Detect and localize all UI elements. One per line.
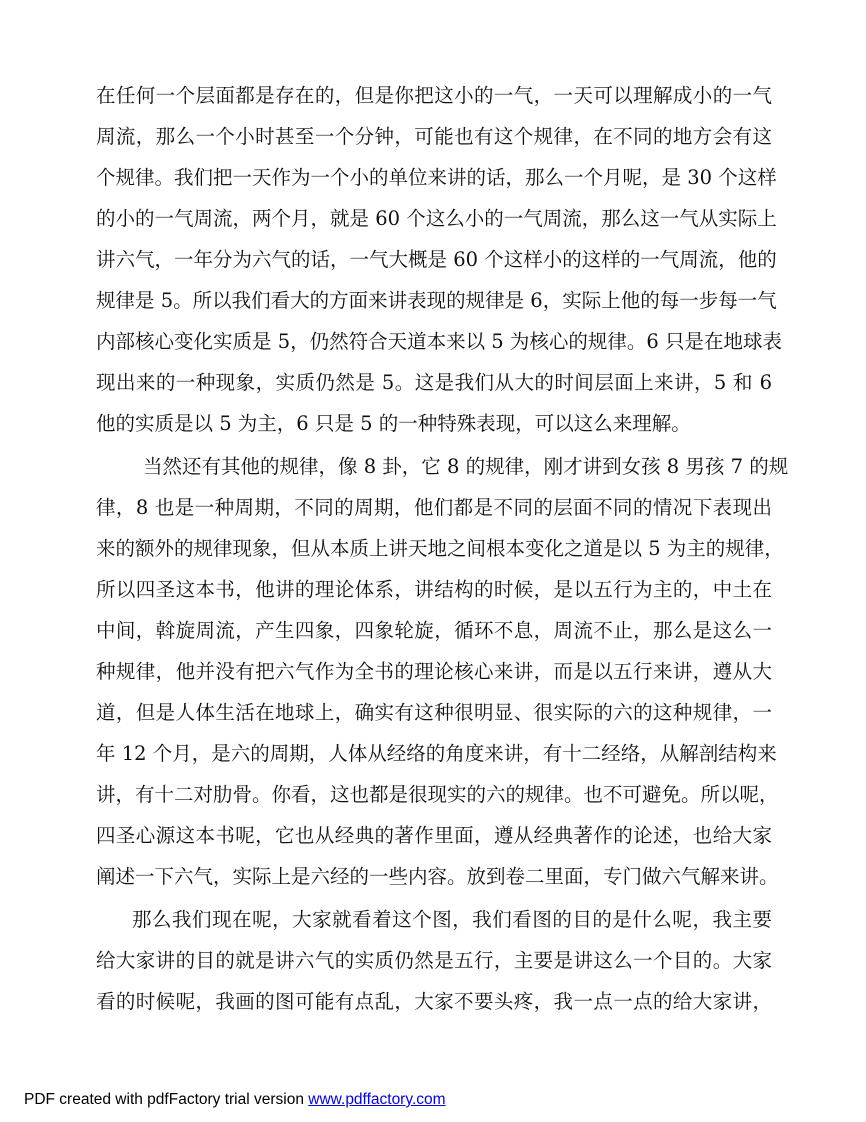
text-line: 那么我们现在呢，大家就看着这个图，我们看图的目的是什么呢，我主要 bbox=[132, 908, 772, 931]
text-line: 内部核心变化实质是 5，仍然符合天道本来以 5 为核心的规律。6 只是在地球表 bbox=[96, 330, 783, 353]
text-line: 当然还有其他的规律，像 8 卦，它 8 的规律，刚才讲到女孩 8 男孩 7 的规 bbox=[143, 455, 789, 478]
text-line: 讲，有十二对肋骨。你看，这也都是很现实的六的规律。也不可避免。所以呢， bbox=[96, 783, 779, 806]
text-line: 规律是 5。所以我们看大的方面来讲表现的规律是 6，实际上他的每一步每一气 bbox=[96, 289, 777, 312]
text-line: 四圣心源这本书呢，它也从经典的著作里面，遵从经典著作的论述，也给大家 bbox=[96, 824, 772, 847]
text-line: 所以四圣这本书，他讲的理论体系，讲结构的时候，是以五行为主的，中土在 bbox=[96, 578, 772, 601]
text-line: 周流，那么一个小时甚至一个分钟，可能也有这个规律，在不同的地方会有这 bbox=[96, 125, 772, 148]
footer-link[interactable]: www.pdffactory.com bbox=[308, 1091, 446, 1108]
text-line: 他的实质是以 5 为主，6 只是 5 的一种特殊表现，可以这么来理解。 bbox=[96, 412, 691, 435]
text-line: 来的额外的规律现象，但从本质上讲天地之间根本变化之道是以 5 为主的规律， bbox=[96, 537, 784, 560]
text-line: 讲六气，一年分为六气的话，一气大概是 60 个这样小的这样的一气周流，他的 bbox=[96, 248, 777, 271]
text-line: 给大家讲的目的就是讲六气的实质仍然是五行，主要是讲这么一个目的。大家 bbox=[96, 949, 772, 972]
pdf-footer bbox=[24, 1089, 446, 1111]
text-line: 看的时候呢，我画的图可能有点乱，大家不要头疼，我一点一点的给大家讲， bbox=[96, 990, 772, 1013]
text-line: 中间，斡旋周流，产生四象，四象轮旋，循环不息，周流不止，那么是这么一 bbox=[96, 619, 772, 642]
text-line: 道，但是人体生活在地球上，确实有这种很明显、很实际的六的这种规律，一 bbox=[96, 701, 772, 724]
text-line: 律，8 也是一种周期，不同的周期，他们都是不同的层面不同的情况下表现出 bbox=[96, 496, 772, 519]
text-line: 种规律，他并没有把六气作为全书的理论核心来讲，而是以五行来讲，遵从大 bbox=[96, 660, 772, 683]
text-line: 个规律。我们把一天作为一个小的单位来讲的话，那么一个月呢，是 30 个这样 bbox=[96, 166, 777, 189]
text-line: 的小的一气周流，两个月，就是 60 个这么小的一气周流，那么这一气从实际上 bbox=[96, 207, 777, 230]
footer-text: PDF created with pdfFactory trial version bbox=[24, 1091, 309, 1108]
text-line: 年 12 个月，是六的周期，人体从经络的角度来讲，有十二经络，从解剖结构来 bbox=[96, 742, 777, 765]
text-line: 在任何一个层面都是存在的，但是你把这小的一气，一天可以理解成小的一气 bbox=[96, 84, 772, 107]
text-line: 阐述一下六气，实际上是六经的一些内容。放到卷二里面，专门做六气解来讲。 bbox=[96, 865, 779, 888]
text-line: 现出来的一种现象，实质仍然是 5。这是我们从大的时间层面上来讲，5 和 6 bbox=[96, 371, 772, 394]
